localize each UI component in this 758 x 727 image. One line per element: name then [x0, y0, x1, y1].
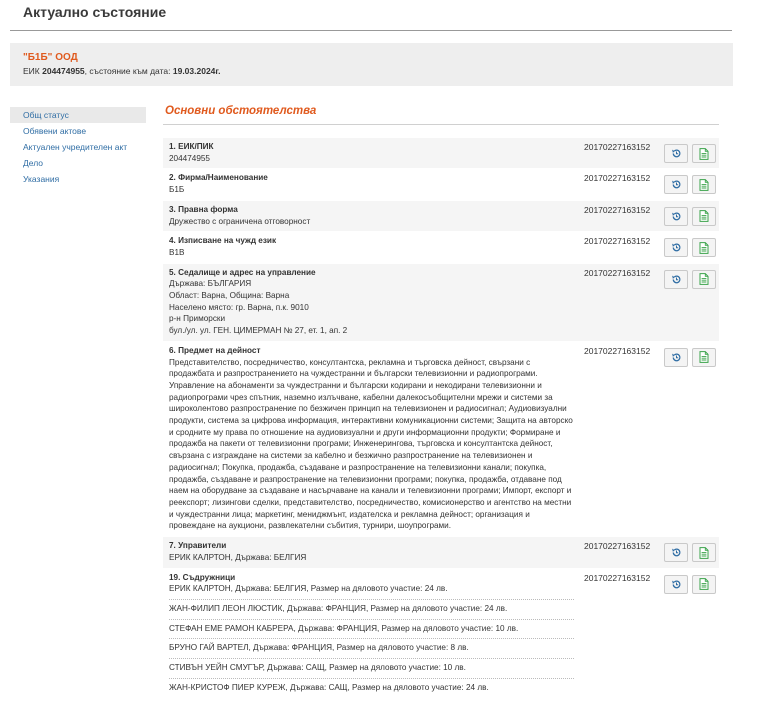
document-icon: [699, 148, 709, 160]
eik-value: 204474955: [42, 66, 85, 76]
record-body: [169, 235, 574, 258]
sidebar-item-announced-acts[interactable]: Обявени актове: [23, 126, 87, 136]
document-button[interactable]: [692, 543, 716, 562]
record-label: 6. Предмет на дейност: [169, 345, 261, 355]
record-value: р-н Приморски: [169, 314, 226, 324]
record-label: 7. Управители: [169, 541, 227, 551]
company-meta: [23, 66, 720, 76]
state-date: 19.03.2024г.: [172, 66, 221, 76]
sidebar-item-case[interactable]: Дело: [23, 158, 43, 168]
history-icon: [671, 274, 682, 285]
record-label: 5. Седалище и адрес на управление: [169, 267, 316, 277]
record-entry-id: 20170227163152: [584, 572, 651, 583]
sidebar: [10, 107, 146, 187]
record-row: [163, 201, 719, 232]
history-icon: [671, 547, 682, 558]
record-entry-id: 20170227163152: [584, 541, 651, 552]
document-icon: [699, 210, 709, 222]
record-label: 19. Съдружници: [169, 572, 236, 582]
sidebar-item-founding-act[interactable]: Актуален учредителен акт: [23, 142, 128, 152]
record-entry-id: 20170227163152: [584, 204, 651, 215]
record-body: [169, 267, 574, 337]
record-row: [163, 232, 719, 263]
state-label: , състояние към дата:: [84, 66, 171, 76]
record-value: бул./ул. ул. ГЕН. ЦИМЕРМАН № 27, ет. 1, ап. 2: [169, 326, 348, 336]
document-button[interactable]: [692, 144, 716, 163]
record-label: 4. Изписване на чужд език: [169, 236, 277, 246]
document-button[interactable]: [692, 175, 716, 194]
eik-label: ЕИК: [23, 66, 40, 76]
record-entry-id: 20170227163152: [584, 345, 651, 356]
document-button[interactable]: [692, 238, 716, 257]
sidebar-item-instructions[interactable]: Указания: [23, 174, 60, 184]
sidebar-item-general-status[interactable]: Общ статус: [10, 107, 146, 123]
section-title: Основни обстоятелства: [165, 105, 317, 117]
document-icon: [699, 578, 709, 590]
title-divider: [10, 30, 732, 31]
record-label: 2. Фирма/Наименование: [169, 173, 268, 183]
record-value: Представителство, посредничество, консултантска, рекламна и търговска дейност, свързани с продажбата и разпространението на чуждестранни и български телевизионни и радиопрограми. Управление на абонаменти за чуждестранни и български кодирани и некодирани телевизионни и радиопрограми чрез спътник, наземно излъчване, кабелни далекосъобщителни мрежи и системи за широколентово разпространение по безжичен принцип на телевизионен и радиосигнал; Аудиовизуални продукти, система за цифрова информация, интерактивни комуникационни системи; Защита на авторско и сродните му права по отношение на аудиовизуални и други информационни продукти; Формиране и продажба на пакети от телевизионни програми; Инженерингова, търговска и консултантска дейност, свързана с изграждане на системи за кабелно и безжично разпространение на телевизионен и радиосигнал; Покупка, продажба, създаване и разпространение на телевизионни канали; покупка, продажба, създаване и разпространение на телевизионни програми; покупка, продажба, отдаване под наем на оборудване за създаване и насърчаване на канали и телевизионни програми; Импорт, експорт и реекспорт; лизингови сделки, представителство, посредничество, комисионерство и агентство на местни и чуждестранни лица; маркетинг, мениджмънт, издателска и рекламна дейност; организация и провеждане на аукциони, развлекателни събития, турнири, шоупрограми.: [169, 357, 573, 531]
record-body: [169, 141, 574, 164]
record-value: Дружество с ограничена отговорност: [169, 216, 311, 226]
record-entry-id: 20170227163152: [584, 267, 651, 278]
partner-item: СТЕФАН ЕМЕ РАМОН КАБРЕРА, Държава: ФРАНЦИЯ, Размер на дяловото участие: 10 лв.: [169, 620, 574, 640]
document-icon: [699, 351, 709, 363]
record-value: ЕРИК КАЛРТОН, Държава: БЕЛГИЯ: [169, 552, 307, 562]
partner-item: БРУНО ГАЙ ВАРТЕЛ, Държава: ФРАНЦИЯ, Размер на дяловото участие: 8 лв.: [169, 639, 574, 659]
history-button[interactable]: [664, 270, 688, 289]
record-value: Населено място: гр. Варна, п.к. 9010: [169, 302, 309, 312]
record-row: [163, 138, 719, 169]
history-icon: [671, 352, 682, 363]
history-icon: [671, 179, 682, 190]
record-label: 1. ЕИК/ПИК: [169, 142, 214, 151]
record-value: Област: Варна, Община: Варна: [169, 291, 290, 301]
history-button[interactable]: [664, 348, 688, 367]
document-button[interactable]: [692, 270, 716, 289]
document-icon: [699, 273, 709, 285]
company-name: "Б1Б" ООД: [23, 52, 78, 63]
history-button[interactable]: [664, 144, 688, 163]
history-button[interactable]: [664, 175, 688, 194]
history-icon: [671, 579, 682, 590]
record-entry-id: 20170227163152: [584, 142, 651, 152]
record-label: 3. Правна форма: [169, 204, 238, 214]
record-body: [169, 572, 574, 698]
record-entry-id: 20170227163152: [584, 236, 651, 247]
record-body: [169, 540, 574, 563]
partner-item: ЖАН-ФИЛИП ЛЕОН ЛЮСТИК, Държава: ФРАНЦИЯ, Размер на дяловото участие: 24 лв.: [169, 600, 574, 620]
document-icon: [699, 179, 709, 191]
document-icon: [699, 242, 709, 254]
record-row: [163, 342, 719, 537]
document-button[interactable]: [692, 207, 716, 226]
history-icon: [671, 211, 682, 222]
section-divider: [163, 124, 719, 125]
record-body: [169, 204, 574, 227]
record-value: Б1Б: [169, 185, 185, 195]
page-title: Актуално състояние: [23, 4, 167, 20]
record-row: [163, 169, 719, 200]
history-icon: [671, 148, 682, 159]
partner-item: ЕРИК КАЛРТОН, Държава: БЕЛГИЯ, Размер на дяловото участие: 24 лв.: [169, 583, 574, 600]
record-entry-id: 20170227163152: [584, 173, 651, 184]
record-row: [163, 264, 719, 342]
record-value: B1B: [169, 247, 185, 257]
partner-item: ЖАН-КРИСТОФ ПИЕР КУРЕЖ, Държава: САЩ, Размер на дяловото участие: 24 лв.: [169, 682, 489, 692]
record-row: [163, 537, 719, 568]
company-header: [10, 43, 733, 86]
partners-record: [163, 569, 719, 703]
record-body: [169, 345, 574, 532]
document-button[interactable]: [692, 348, 716, 367]
record-value: Държава: БЪЛГАРИЯ: [169, 279, 252, 289]
history-button[interactable]: [664, 207, 688, 226]
partner-item: СТИВЪН УЕЙН СМУГЪР, Държава: САЩ, Размер на дяловото участие: 10 лв.: [169, 659, 574, 679]
document-icon: [699, 547, 709, 559]
records-list: [163, 138, 719, 702]
history-button[interactable]: [664, 238, 688, 257]
record-body: [169, 172, 574, 195]
history-icon: [671, 242, 682, 253]
record-value: 204474955: [169, 153, 210, 163]
history-button[interactable]: [664, 575, 688, 594]
document-button[interactable]: [692, 575, 716, 594]
history-button[interactable]: [664, 543, 688, 562]
